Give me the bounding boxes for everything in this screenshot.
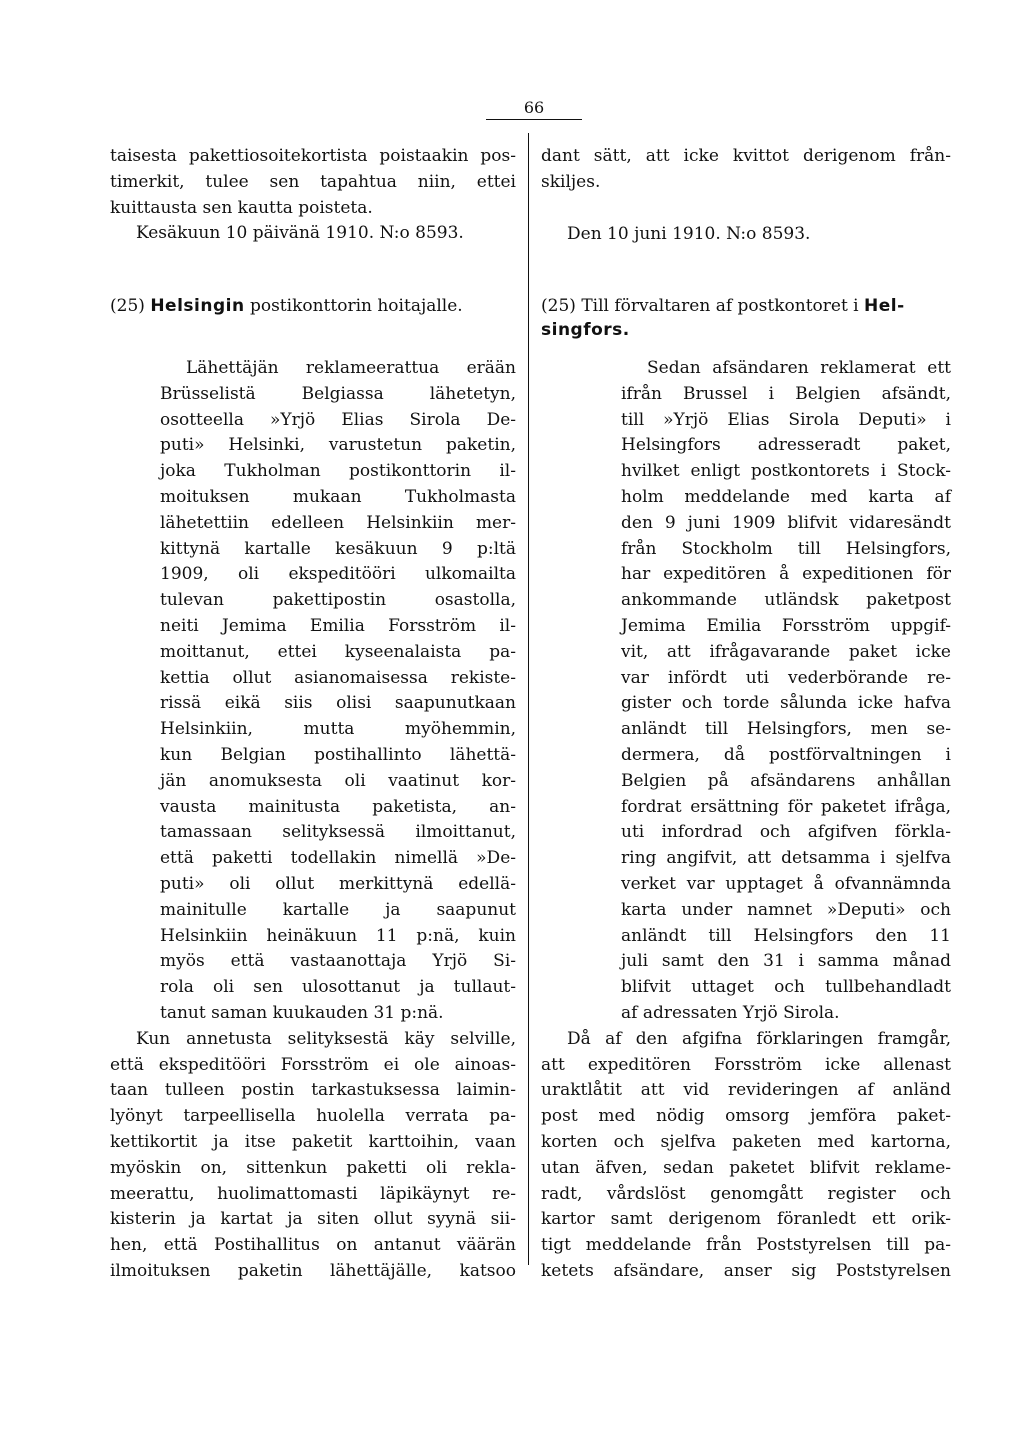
spacer bbox=[541, 196, 951, 222]
right-body-line: var infördt uti vederbörande re- bbox=[621, 667, 951, 688]
left-body-line: Brüsselistä Belgiassa lähetetyn, bbox=[160, 383, 516, 404]
right-body-line: tigt meddelande från Poststyrelsen till pa- bbox=[541, 1235, 951, 1256]
left-body-line: osotteella »Yrjö Elias Sirola De- bbox=[160, 409, 516, 430]
left-body-line: puti» oli ollut merkittynä edellä- bbox=[160, 873, 516, 894]
left-body-line: 1909, oli ekspeditööri ulkomailta bbox=[160, 564, 516, 585]
right-body-line: verket var upptaget å ofvannämnda bbox=[621, 873, 951, 894]
left-body-line: vausta mainitusta paketista, an- bbox=[160, 796, 516, 817]
left-body-line: Kun annetusta selityksestä käy selville, bbox=[136, 1028, 516, 1049]
left-body-line: ilmoituksen paketin lähettäjälle, katsoo bbox=[110, 1260, 516, 1281]
left-column bbox=[110, 144, 516, 247]
left-body-line: jän anomuksesta oli vaatinut kor- bbox=[160, 770, 516, 791]
left-body-line: kettikortit ja itse paketit karttoihin, vaan bbox=[110, 1131, 516, 1152]
left-body-line: joka Tukholman postikonttorin il- bbox=[160, 461, 516, 482]
left-body-line: myös että vastaanottaja Yrjö Si- bbox=[160, 951, 516, 972]
right-body-line: ifrån Brussel i Belgien afsändt, bbox=[621, 383, 951, 404]
right-body-line: utan äfven, sedan paketet blifvit reklame- bbox=[541, 1157, 951, 1178]
right-body-line: till »Yrjö Elias Sirola Deputi» i bbox=[621, 409, 951, 430]
right-body-line: Sedan afsändaren reklamerat ett bbox=[647, 358, 951, 378]
left-heading-number: (25) bbox=[110, 296, 145, 316]
left-body-line: rola oli sen ulosottanut ja tullaut- bbox=[160, 977, 516, 998]
left-date-line: Kesäkuun 10 päivänä 1910. N:o 8593. bbox=[136, 223, 464, 244]
right-body-line: den 9 juni 1909 blifvit vidaresändt bbox=[621, 512, 951, 533]
right-body-line: Belgien på afsändarens anhållan bbox=[621, 770, 951, 791]
right-body-line: ring angifvit, att detsamma i sjelfva bbox=[621, 848, 951, 869]
left-body-line: tanut saman kuukauden 31 p:nä. bbox=[160, 1002, 444, 1023]
right-heading-title: Till förvaltaren af postkontoret i bbox=[581, 296, 859, 316]
left-heading bbox=[110, 294, 516, 320]
left-body bbox=[110, 356, 516, 1285]
left-intro-line: taisesta pakettiosoitekortista poistaakin pos- bbox=[110, 146, 516, 166]
left-body-line: rissä eikä siis olisi saapunutkaan bbox=[160, 693, 516, 714]
right-body-line: karta under namnet »Deputi» och bbox=[621, 899, 951, 920]
right-body bbox=[541, 356, 951, 1285]
left-body-line: puti» Helsinki, varustetun paketin, bbox=[160, 435, 516, 456]
left-heading-title: postikonttorin hoitajalle. bbox=[249, 296, 463, 316]
right-body-line: anländt till Helsingfors den 11 bbox=[621, 925, 951, 946]
left-body-line: moittanut, ettei kyseenalaista pa- bbox=[160, 641, 516, 662]
left-intro-line: timerkit, tulee sen tapahtua niin, ettei bbox=[110, 171, 516, 192]
left-heading-place: Helsingin bbox=[150, 296, 245, 316]
right-date-line: Den 10 juni 1910. N:o 8593. bbox=[567, 223, 811, 244]
right-body-line: vit, att ifrågavarande paket icke bbox=[621, 641, 951, 662]
right-heading-line-1 bbox=[541, 294, 951, 318]
right-body-line: fordrat ersättning för paketet ifråga, bbox=[621, 796, 951, 817]
left-intro-line: kuittausta sen kautta poisteta. bbox=[110, 197, 373, 218]
right-body-line: gister och torde sålunda icke hafva bbox=[621, 693, 951, 714]
left-body-line: neiti Jemima Emilia Forsström il- bbox=[160, 615, 516, 636]
right-body-line: holm meddelande med karta af bbox=[621, 486, 951, 507]
right-body-line: anländt till Helsingfors, men se- bbox=[621, 719, 951, 740]
right-column bbox=[541, 144, 951, 247]
right-body-line: dermera, då postförvaltningen i bbox=[621, 744, 951, 765]
right-body-line: uti infordrad och afgifven förkla- bbox=[621, 822, 951, 843]
right-heading-place-part: Hel- bbox=[864, 296, 905, 316]
left-body-line: Helsinkiin, mutta myöhemmin, bbox=[160, 719, 516, 740]
left-body-line: kettia ollut asianomaisessa rekiste- bbox=[160, 667, 516, 688]
left-body-line: kisterin ja kartat ja siten ollut syynä sii- bbox=[110, 1209, 516, 1230]
right-body-line: radt, vårdslöst genomgått register och bbox=[541, 1183, 951, 1204]
left-body-line: meerattu, huolimattomasti läpikäynyt re- bbox=[110, 1183, 516, 1204]
page-number: 66 bbox=[486, 98, 582, 120]
right-body-line: uraktlåtit att vid revideringen af anländ bbox=[541, 1080, 951, 1101]
column-divider bbox=[528, 133, 529, 1265]
right-body-narrow bbox=[621, 356, 951, 1027]
right-body-line: har expeditören å expeditionen för bbox=[621, 564, 951, 585]
left-body-line: kun Belgian postihallinto lähettä- bbox=[160, 744, 516, 765]
right-heading bbox=[541, 294, 951, 342]
right-body-line: ankommande utländsk paketpost bbox=[621, 590, 951, 611]
right-body-line: af adressaten Yrjö Sirola. bbox=[621, 1002, 840, 1023]
left-body-line: kittynä kartalle kesäkuun 9 p:ltä bbox=[160, 538, 516, 559]
right-body-line: korten och sjelfva paketen med kartorna, bbox=[541, 1131, 951, 1152]
right-body-line: Helsingfors adresseradt paket, bbox=[621, 435, 951, 456]
left-body-line: Lähettäjän reklameerattua erään bbox=[186, 358, 516, 378]
right-body-line: från Stockholm till Helsingfors, bbox=[621, 538, 951, 559]
left-body-line: tamassaan selityksessä ilmoittanut, bbox=[160, 822, 516, 843]
left-body-line: että paketti todellakin nimellä »De- bbox=[160, 848, 516, 869]
right-body-line: kartor samt derigenom föranledt ett orik- bbox=[541, 1209, 951, 1230]
right-body-line: att expeditören Forsström icke allenast bbox=[541, 1054, 951, 1075]
right-body-line: juli samt den 31 i samma månad bbox=[621, 951, 951, 972]
right-body-line: Jemima Emilia Forsström uppgif- bbox=[621, 615, 951, 636]
left-body-narrow bbox=[160, 356, 516, 1027]
right-heading-place-part: singfors. bbox=[541, 320, 630, 340]
left-body-line: mainitulle kartalle ja saapunut bbox=[160, 899, 516, 920]
left-body-line: tulevan pakettipostin osastolla, bbox=[160, 590, 516, 611]
right-intro-line: dant sätt, att icke kvittot derigenom från- bbox=[541, 146, 951, 166]
right-body-line: Då af den afgifna förklaringen framgår, bbox=[567, 1028, 951, 1049]
left-body-line: taan tulleen postin tarkastuksessa laimin- bbox=[110, 1080, 516, 1101]
left-body-line: moituksen mukaan Tukholmasta bbox=[160, 486, 516, 507]
right-body-line: ketets afsändare, anser sig Poststyrelsen bbox=[541, 1260, 951, 1281]
left-body-line: myöskin on, sittenkun paketti oli rekla- bbox=[110, 1157, 516, 1178]
left-body-line: Helsinkiin heinäkuun 11 p:nä, kuin bbox=[160, 925, 516, 946]
left-body-line: lähetettiin edelleen Helsinkiin mer- bbox=[160, 512, 516, 533]
right-body-line: blifvit uttaget och tullbehandladt bbox=[621, 977, 951, 998]
right-body-line: post med nödig omsorg jemföra paket- bbox=[541, 1106, 951, 1127]
left-body-line: että ekspeditööri Forsström ei ole ainoas- bbox=[110, 1054, 516, 1075]
left-body-line: lyönyt tarpeellisella huolella verrata pa- bbox=[110, 1106, 516, 1127]
right-body-line: hvilket enligt postkontorets i Stock- bbox=[621, 461, 951, 482]
left-body-line: hen, että Postihallitus on antanut väärän bbox=[110, 1235, 516, 1256]
right-heading-number: (25) bbox=[541, 296, 576, 316]
right-intro-line: skiljes. bbox=[541, 171, 601, 192]
